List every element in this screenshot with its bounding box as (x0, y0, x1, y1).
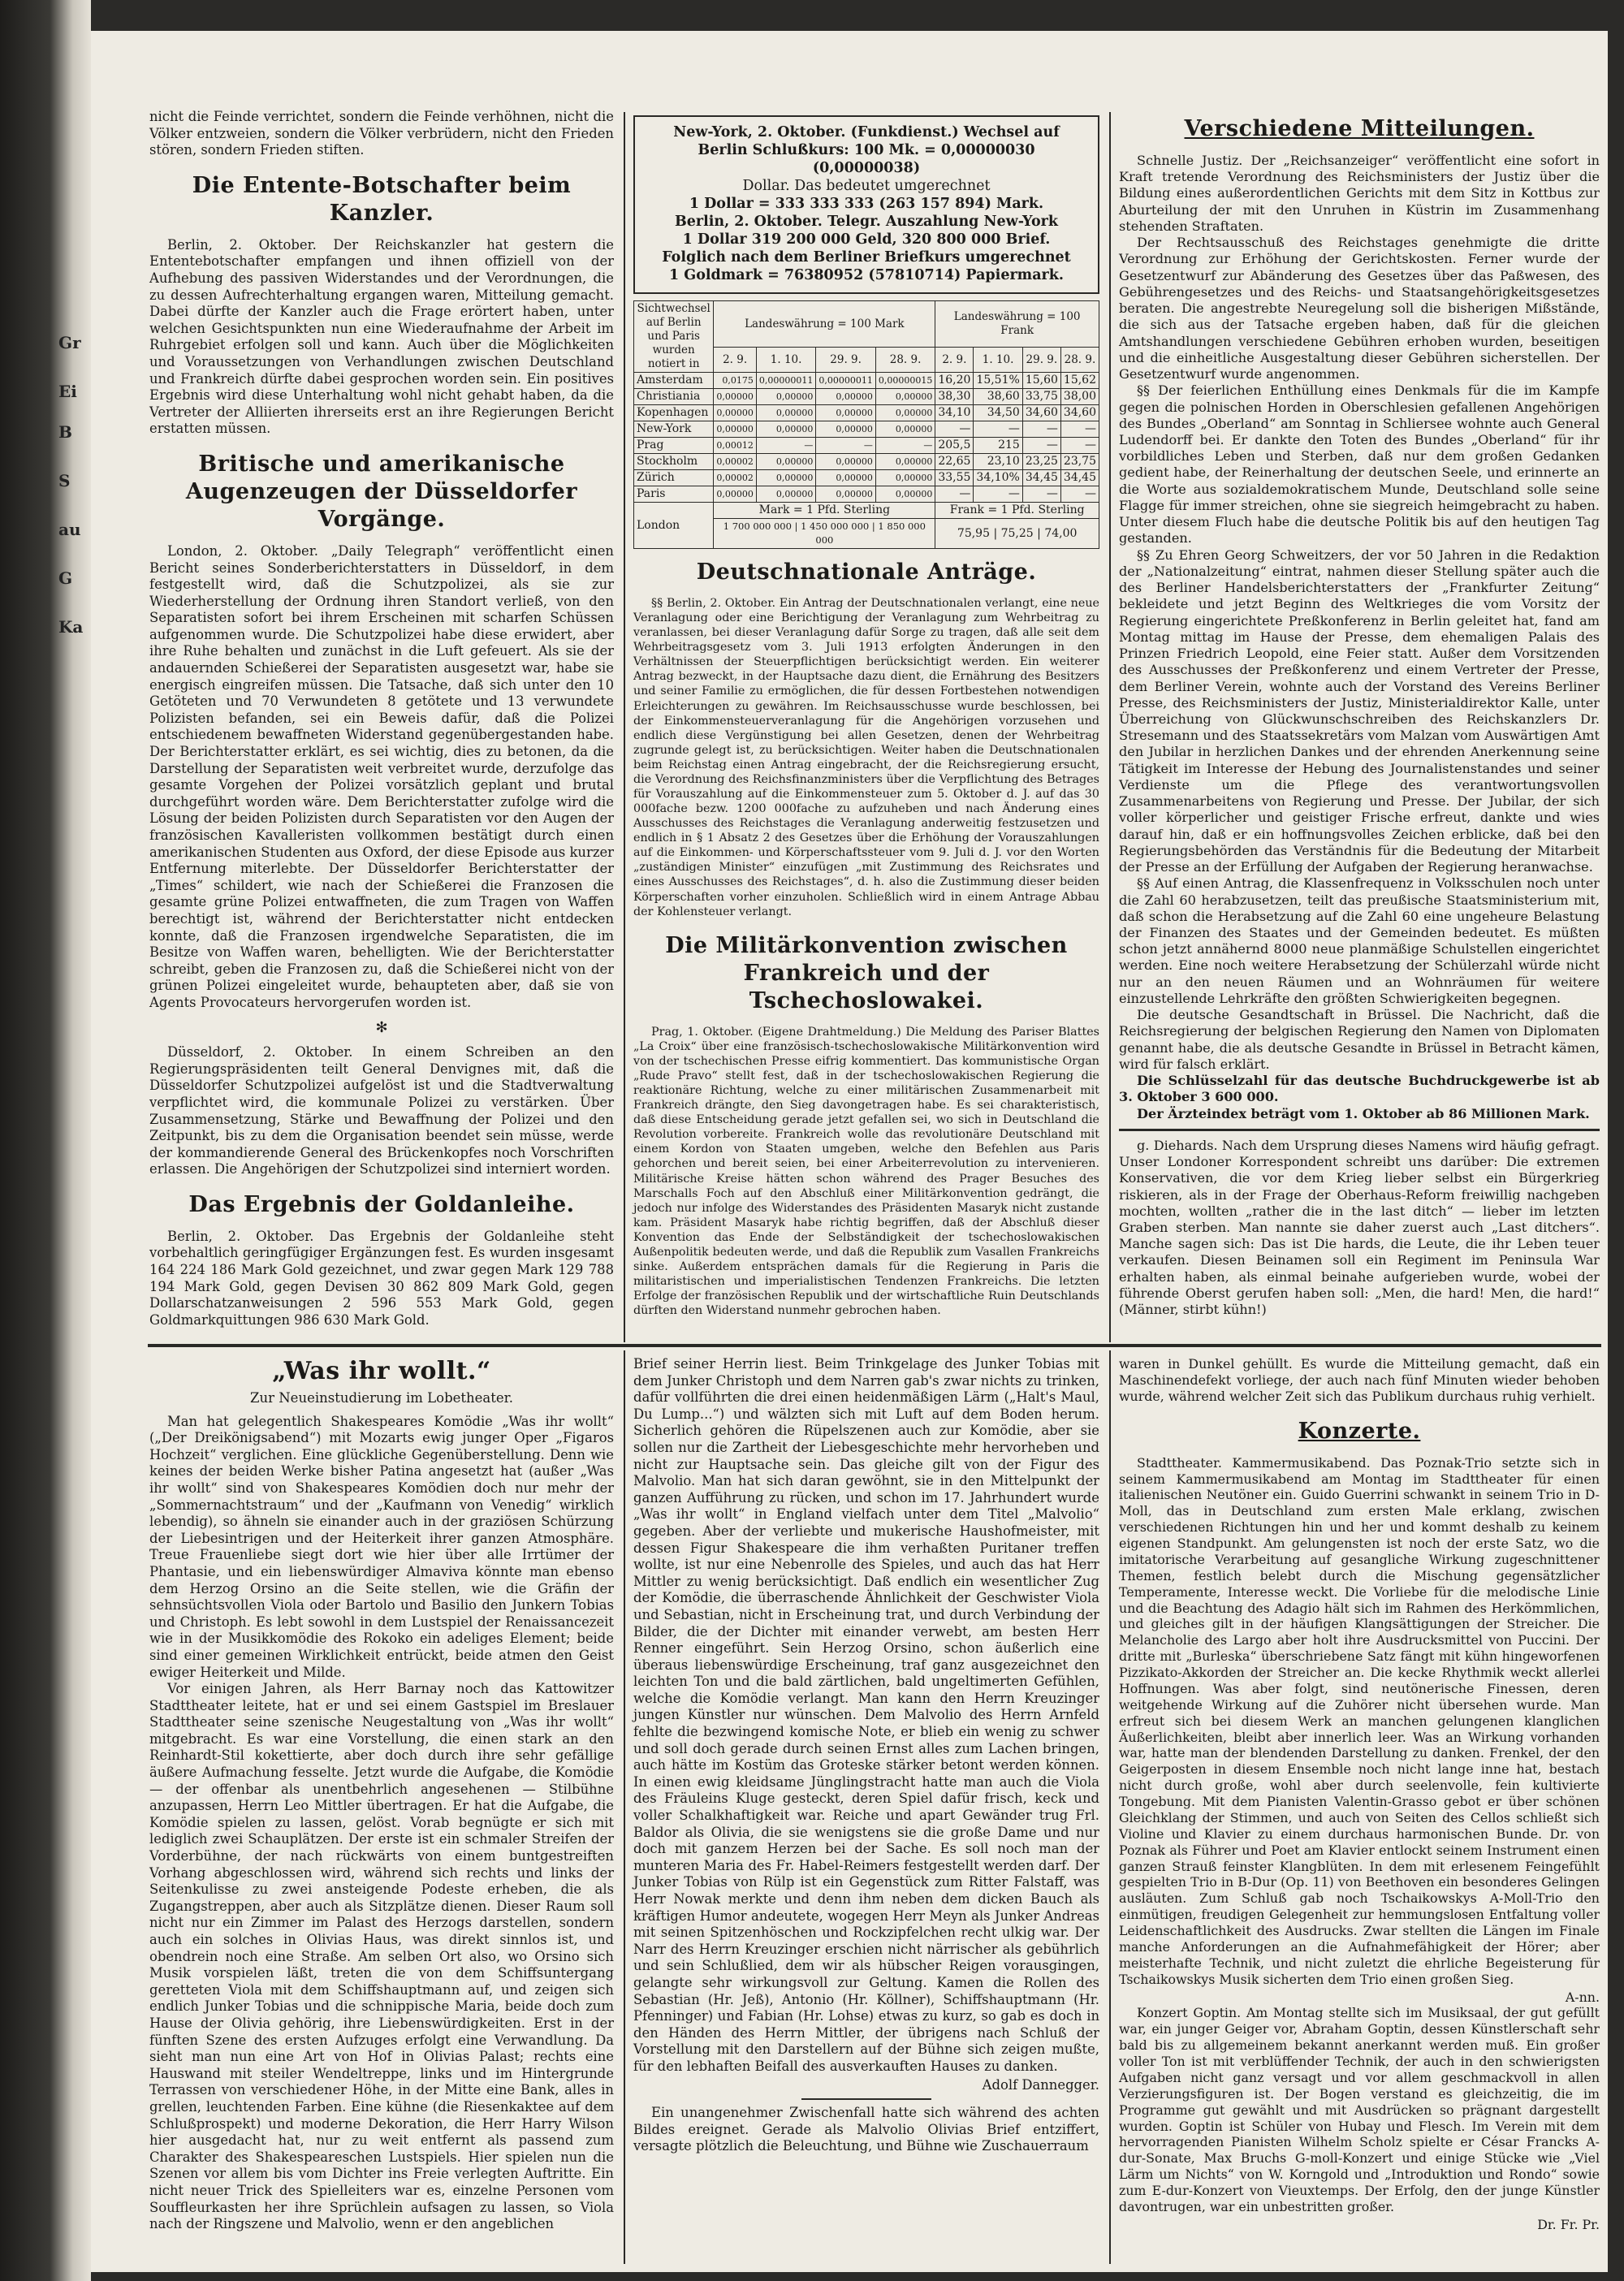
table-cell-place: Zürich (634, 470, 714, 486)
table-cell: 34,45 (1060, 470, 1099, 486)
table-cell: 23,75 (1060, 454, 1099, 470)
table-date-cell: 1. 10. (974, 348, 1022, 373)
table-cell-place: Kopenhagen (634, 405, 714, 421)
table-cell: 0,00000 (875, 421, 935, 438)
notice-denkmal: §§ Der feierlichen Enthüllung eines Denkmals für die im Kampfe gegen die polnischen Horden in Oberschlesien gefallenen Angehörigen des Bundes „Oberland“ am Sonntag in Schliersee wohnte auch General Ludendorff bei. Er dankte den Toten des Bundes „Oberland“ für ihr vorbildliches Leben und Sterben, daß nur dem großen Gedanken gedient habe, der Reinerhaltung der deutschen Seele, und erinnerte an die Worte aus sozialdemokratischem Munde, Deutschland solle seine Flagge für immer streichen, ohne sie siegreich heimgebracht zu haben. Unter diesem Fluch habe die deutsche Politik bis auf den heutigen Tag gestanden. (1119, 382, 1600, 546)
table-cell: 0,00000 (714, 405, 757, 421)
table-cell: 0,00000 (816, 454, 875, 470)
spine-fragment: G (58, 568, 73, 588)
table-cell: 16,20 (935, 373, 974, 389)
table-date-cell: 29. 9. (1022, 348, 1060, 373)
table-cell: 0,00000 (756, 470, 815, 486)
table-cell: — (974, 421, 1022, 438)
headline-goldanleihe: Das Ergebnis der Goldanleihe. (188, 1191, 575, 1217)
concert-review: Stadttheater. Kammermusikabend. Das Poznak-Trio setzte sich in seinem Kammermusikabend am Montag im Stadttheater für einen italienischen Neutöner ein. Guido Guerrini schwankt in seinem Trio in D-Moll, das in Deutschland zum ersten Male erklang, zwischen verschiedenen Richtungen hin und her und kommt deshalb zu keinem eigenen Standpunkt. Am gelungensten ist noch der erste Satz, wo die imitatorische Verarbeitung auf gesangliche Wirkung zugeschnittener Themen, festlich belebt durch die Mischung gegensätzlicher Temperamente, Interesse weckt. Die Vorliebe für die melodische Linie und die Beachtung des Adagio hält sich im Rahmen des Herkömmlichen, und gleiches gilt in der häufigen Klangsättigungen der Streicher. Die Melancholie des Largo aber holt ihre Ausdrucksmittel von Puccini. Der dritte mit „Burleska“ überschriebene Satz fängt mit kühn hingeworfenen Pizzikato-Akkorden der Streicher an. Die kecke Rhythmik weckt allerlei Hoffnungen. Was aber folgt, sind neutönerische Finessen, deren weitgehende Wirkung auf die Zuhörer nicht übersehen wurde. Man erfreut sich bei diesem Werk an manchen gelungenen klanglichen Äußerlichkeiten, bleibt aber innerlich leer. Was an Wirkung vorhanden war, hatte man der blendenden Darstellung zu danken. Frenkel, der den Geigerposten in diesem Ensemble noch nicht lange inne hat, bestach nicht durch große, wohl aber durch seelenvolle, fein kultivierte Tongebung. Mit dem Pianisten Valentin-Grasso gebot er über schönen Gleichklang der Stimmen, und auch von Seiten des Cellos schließt sich Violine und Klavier zu einem durchaus harmonischen Bunde. Dr. von Poznak als Führer und Poet am Klavier entlockt seinem Instrument einen ganzen Strauß feinster Klangblüten. In dem mit erlesenem Feingefühlt gespielten Trio in B-Dur (Op. 11) von Beethoven ein besonderes Gelingen ausläuten. Zum Schluß gab noch Tschaikowskys A-Moll-Trio den einmütigen, freudigen Gelegenheit zur hemmungslosen Entfaltung voller Leidenschaftlichkeit des Ausdrucks. Zwar stellten die Längen im Finale manche Anforderungen an die Aufnahmefähigkeit der Hörer; aber meisterhafte Technik, und nicht zuletzt die ehrliche Begeisterung für Tschaikowskys Musik sicherten dem Trio einen großen Sieg. (1119, 1454, 1600, 1987)
table-header-frank: Landeswährung = 100 Frank (935, 301, 1099, 348)
exchange-rate-box (633, 115, 1099, 294)
table-cell-place: Stockholm (634, 454, 714, 470)
notice-schluesselzahl: Die Schlüsselzahl für das deutsche Buchdruckgewerbe ist ab 3. Oktober 3 600 000. (1119, 1073, 1600, 1105)
table-cell: 0,00000 (756, 486, 815, 503)
table-cell: 0,00000 (714, 486, 757, 503)
article-entente-text: Berlin, 2. Oktober. Der Reichskanzler hat gestern die Ententebotschafter empfangen und ihnen offiziell von der Aufhebung des passiven Widerstandes und der Verordnungen, die zu dessen Aufrechterhaltung ergangen waren, Mitteilung gemacht. Dabei dürfte der Kanzler auch die Frage erörtert haben, unter welchen Gesichtspunkten nun eine Wiederaufnahme der Arbeit im Ruhrgebiet erfolgen soll und kann. Auch über die Möglichkeiten und Voraussetzungen von Verhandlungen zwischen Deutschland und Frankreich dürfte dabei gesprochen worden sein. Ein positives Ergebnis wird diese Unterhaltung wohl nicht gehabt haben, da die Vertreter der Alliierten ihrerseits erst an ihre Regierungen Bericht erstatten müssen. (149, 236, 614, 437)
table-date-cell: 28. 9. (1060, 348, 1099, 373)
review-continuation: waren in Dunkel gehüllt. Es wurde die Mitteilung gemacht, daß ein Maschinendefekt vorliege, der auch nach fünf Minuten wieder behoben wurde, während welcher Zeit sich das Publikum durchaus ruhig verhielt. (1119, 1356, 1600, 1404)
table-cell: 34,10% (974, 470, 1022, 486)
table-cell: 0,00000 (816, 470, 875, 486)
exchange-line: 1 Goldmark = 76380952 (57810714) Papiermark. (669, 267, 1064, 283)
review-signature: Adolf Dannegger. (982, 2076, 1099, 2093)
spine-fragment: Gr (58, 333, 81, 352)
table-cell: 0,0175 (714, 373, 757, 389)
exchange-line: Folglich nach dem Berliner Briefkurs umgerechnet (662, 249, 1071, 266)
exchange-line: Berlin, 2. Oktober. Telegr. Auszahlung New-York (674, 214, 1059, 230)
table-cell: 15,60 (1022, 373, 1060, 389)
table-cell: 215 (974, 438, 1022, 454)
article-duesseldorf-text: Düsseldorf, 2. Oktober. In einem Schreiben an den Regierungspräsidenten teilt General Denvignes mit, daß die Düsseldorfer Schutzpolizei aufgelöst ist und die Stadtverwaltung verpflichtet wird, die kommunale Polizei zu verstärken. Über Zusammensetzung, Stärke und Bewaffnung der Polizei und den Zeitpunkt, bis zu dem die Organisation beendet sein müsse, werde der kommandierende General des Brückenkopfes noch Vorschriften erlassen. Die Angehörigen der Schutzpolizei sind interniert worden. (149, 1044, 614, 1177)
table-cell-place: Prag (634, 438, 714, 454)
table-row (634, 470, 1099, 486)
table-cell: 0,00000 (875, 405, 935, 421)
review-paragraph: Vor einigen Jahren, als Herr Barnay noch das Kattowitzer Stadttheater leitete, hat er und sei einem Gastspiel im Breslauer Stadttheater seine szenische Neugestaltung von „Was ihr wollt“ mitgebracht. Es war eine Vorstellung, die einen stark an den Reinhardt-Stil kokettierte, aber doch durch ihre sehr gefällige äußere Aufmachung fesselte. Jetzt wurde die Aufgabe, die Komödie — der offenbar als unentbehrlich angesehenen — Stilbühne anzupassen, Herrn Leo Mittler übertragen. Er hat die Aufgabe, die Komödie spielen zu lassen, gelöst. Vorab begnügte er sich mit lediglich zwei Schauplätzen. Der erste ist ein schmaler Streifen der Vorderbühne, der nach rückwärts von einem buntgestreiften Vorhang abgeschlossen wird, während sich rechts und links der Seitenkulisse zu zwei ansteigende Podeste erheben, die als Zugangstreppen, aber auch als Sitzplätze dienen. Dieser Raum soll nicht nur ein Zimmer im Palast des Herzogs darstellen, sondern auch ein solches in Olivias Haus, was direkt sinnlos ist, und obendrein noch eine Straße. Am selben Ort also, wo Orsino sich Musik vorspielen läßt, treten die von dem Schiffsuntergang geretteten Viola mit dem Schiffshauptmann auf, und zeigen sich endlich Junker Tobias und die schnippische Maria, beide doch zum Hause der Olivia gehörig, ihre Liebenswürdigkeiten. Erst in der fünften Szene des ersten Aufzuges erfolgt eine Verwandlung. Da sieht man nun eine Art von Hof in Olivias Palast; rechts eine Hauswand mit steiler Wendeltreppe, links und im Hintergrunde Terrassen von verschiedener Höhe, in der Mitte eine Bank, alles in grellen, leuchtenden Farben. Eine kühne (die Riesenkaktee auf dem Schlußprospekt) und moderne Dekoration, die Herr Harry Wilson hier ausgedacht hat, nur zu weit entfernt als passend zum Charakter des Shakespeareschen Lustspiels. Hier spielen nun die Szenen vor allem bis vom Dichter ins Freie verlegten Auftritte. Ein nicht neuer Trick des Spielleiters war es, einzelne Personen vom Souffleurkasten her ihre Sprüchlein aufsagen zu lassen, so Viola nach der Ringszene und Malvolio, wenn er den angeblichen (149, 1681, 614, 2232)
feuilleton-column-2 (633, 1356, 1099, 2155)
table-cell: 0,00000 (875, 454, 935, 470)
headline-was-ihr-wollt: „Was ihr wollt.“ (272, 1357, 491, 1385)
review-paragraph: Brief seiner Herrin liest. Beim Trinkgelage des Junker Tobias mit dem Junker Christoph und dem Narren gab's zwar nichts zu trinken, dafür vollführten die drei einen heidenmäßigen Lärm („Halt's Maul, Du Lump...“) und wälzten sich mit Luft auf dem Boden herum. Sicherlich gehören die Rüpelszenen auch zur Komödie, aber sie sollen nur die Zartheit der Liebesgeschichte mehr hervorheben und nicht zur Hauptsache sein. Das gleiche gilt von der Figur des Malvolio. Man hat sich daran gewöhnt, sie in den Mittelpunkt der ganzen Aufführung zu rücken, und schon im 17. Jahrhundert wurde „Was ihr wollt“ in England vielfach unter dem Titel „Malvolio“ gegeben. Aber der verliebte und mukerische Haushofmeister, mit dessen Figur Shakespeare die ihm verhaßten Puritaner treffen wollte, ist nur eine Nebenrolle des Spieles, und auch das hat Herr Mittler zu wenig berücksichtigt. Daß endlich ein wesentlicher Zug der Komödie, die überraschende Ähnlichkeit der Geschwister Viola und Sebastian, nicht in Erscheinung trat, und durch Verbindung der Bilder, die der Dichter mit einander verwebt, am besten Herr Renner eingeführt. Sein Herzog Orsino, schon äußerlich eine überaus liebenswürdige Erscheinung, traf ganz ausgezeichnet den leichten Ton und die bald zärtlichen, bald ungeltimerten Gefühlen, welche die Komödie verlangt. Man kann den Herrn Kreuzinger jungen Künstler nur wünschen. Dem Malvolio des Herrn Arnfeld fehlte die bezwingend komische Note, er blieb ein wenig zu schwer und soll doch gerade durch seinen Ernst alles zum Lachen bringen, auch hätte im Kostüm das Groteske stärker betont werden können. In einen ewig kleidsame Jünglingstracht hatte man auch die Viola des Fräuleins Kluge gesteckt, deren Spiel dafür frisch, keck und voller Schalkhaftigkeit war. Reiche und apart Gewänder trug Frl. Baldor als Olivia, die sie wenigstens sie die große Dame und nur doch mit ganzem Herzen bei der Sache. Es soll noch man der munteren Maria des Fr. Habel-Reimers festgestellt werden darf. Der Junker Tobias von Rülp ist ein Gegenstück zum Ritter Falstaff, was Herr Nowak merkte und denn ihm neben dem dicken Bauch als kräftigen Humor andeutete, wogegen Herr Meyn als Junker Andreas mit seinen Spitzenhöschen und Rockzipfelchen recht ulkig war. Der Narr des Herrn Kreuzinger erschien nicht närrischer als gebührlich und sein Schlußlied, dem wir als hübscher Reigen vorausgingen, gelangte sehr wirkungsvoll zur Geltung. Kamen die Rollen des Sebastian (Hr. Jeß), Antonio (Hr. Köllner), Schiffshauptmann (Hr. Pfenninger) und Fabian (Hr. Lohse) etwas zu kurz, so gab es doch in den Händen des Herrn Mittler, der übrigens nach Schluß der Vorstellung mit den Darstellern auf der Bühne sich zeigen mußte, für den lebhaften Beifall des ausverkauften Hauses zu danken. (633, 1356, 1099, 2074)
table-cell: — (935, 486, 974, 503)
table-cell: — (1022, 486, 1060, 503)
feuilleton-column-3 (1119, 1356, 1600, 2233)
column-rule (624, 1350, 625, 2264)
table-cell: 34,60 (1022, 405, 1060, 421)
notice-aerzteindex: Der Ärzteindex beträgt vom 1. Oktober ab 86 Millionen Mark. (1137, 1105, 1590, 1121)
table-cell: 0,00002 (714, 470, 757, 486)
table-cell: 34,50 (974, 405, 1022, 421)
london-frank-values: 75,95 | 75,25 | 74,00 (935, 519, 1099, 549)
article-augenzeugen-text: London, 2. Oktober. „Daily Telegraph“ veröffentlicht einen Bericht seines Sonderberichterstatters in Düsseldorf, in dem festgestellt wird, daß die Schutzpolizei, als sie zur Wiederherstellung der Ordnung ihren Standort verließ, von den Separatisten sofort bei ihrem Erscheinen mit scharfen Schüssen aufgenommen wurde. Die Schutzpolizei habe diese erwidert, aber ihre Ruhe behalten und zunächst in die Luft gefeuert. Als sie der andauernden Schießerei der Separatisten ausgesetzt war, habe sie energisch eingreifen müssen. Die Tatsache, daß sich unter den 10 Getöteten und 70 Verwundeten 8 getötete und 13 verwundete Polizisten befanden, sei ein Beweis dafür, daß die Polizei entschiedenem bewaffneten Widerstand gegenübergestanden habe. Der Berichterstatter erklärt, es sei wichtig, dies zu betonen, da die Darstellung der Separatisten weit verbreitet wurde, derzufolge das gesamte Vorgehen der Polizei vorsätzlich geplant und brutal durchgeführt worden wäre. Dem Berichterstatter zufolge wird die Lösung der beiden Polizisten durch Separatisten vor den Augen der französischen Kavalleristen vollkommen bestätigt durch einen amerikanischen Studenten aus Oxford, der diese Episode aus kurzer Entfernung miterlebte. Der Düsseldorfer Berichterstatter der „Times“ schildert, wie nach der Schießerei die Franzosen die gesamte grüne Polizei entwaffneten, die zum Tragen von Waffen berechtigt ist, während der Berichterstatter nicht entdecken konnte, daß die Franzosen irgendwelche Separatisten, die im Besitze von Waffen waren, behelligten. Wie der Berichterstatter schreibt, geben die Franzosen zu, daß die Schießerei nicht von der grünen Polizei eingeleitet wurde, behaupteten aber, daß sie von Agents Provocateurs hervorgerufen worden ist. (149, 542, 614, 1010)
table-cell: 0,00000 (714, 421, 757, 438)
table-cell: — (1022, 421, 1060, 438)
exchange-line: Dollar. Das bedeutet umgerechnet (742, 178, 991, 194)
table-cell: 0,00002 (714, 454, 757, 470)
table-cell: — (974, 486, 1022, 503)
exchange-line: 1 Dollar = 333 333 333 (263 157 894) Mark. (689, 196, 1044, 212)
table-cell: — (875, 438, 935, 454)
notice-volksschulen: §§ Auf einen Antrag, die Klassenfrequenz in Volksschulen noch unter die Zahl 60 herabzusetzen, teilt das preußische Staatsministerium mit, daß schon die Herabsetzung auf die Zahl 60 eine ungeheure Belastung der Finanzen des Staates und der Gemeinden bedeutet. Es müßten schon jetzt annähernd 8000 neue planmäßige Schulstellen eingerichtet werden. Eine noch weitere Herabsetzung der Schülerzahl würde nicht nur an den neuen Räumen und an Wohnräumen für weitere einzustellende Lehrkräfte den größten Schwierigkeiten begegnen. (1119, 875, 1600, 1006)
newspaper-page (91, 31, 1608, 2272)
column-rule (1109, 1350, 1111, 2264)
london-mark-values: 1 700 000 000 | 1 450 000 000 | 1 850 000 000 (714, 519, 935, 549)
london-mark-head: Mark = 1 Pfd. Sterling (714, 503, 935, 519)
exchange-line: 1 Dollar 319 200 000 Geld, 320 800 000 Brief. (682, 231, 1051, 248)
column-2 (633, 115, 1099, 1318)
table-cell: 0,00000 (875, 486, 935, 503)
table-cell: 0,00000 (816, 389, 875, 405)
table-cell: 33,55 (935, 470, 974, 486)
table-cell: 34,60 (1060, 405, 1099, 421)
review-paragraph: Ein unangenehmer Zwischenfall hatte sich während des achten Bildes ereignet. Gerade als Malvolio Olivias Brief entziffert, versagte plötzlich die Beleuchtung, und Bühne wie Zuschauerraum (633, 2105, 1099, 2154)
notice-rule (1119, 1129, 1600, 1131)
table-cell: — (1060, 421, 1099, 438)
table-cell: — (1060, 438, 1099, 454)
subheadline-lobetheater: Zur Neueinstudierung im Lobetheater. (250, 1390, 513, 1406)
table-date-cell: 2. 9. (935, 348, 974, 373)
table-row (634, 438, 1099, 454)
table-cell: 0,00000 (756, 421, 815, 438)
table-cell-place: Christiania (634, 389, 714, 405)
table-cell: 38,30 (935, 389, 974, 405)
table-cell: 33,75 (1022, 389, 1060, 405)
table-cell: 0,00000015 (875, 373, 935, 389)
table-date-cell: 29. 9. (816, 348, 875, 373)
london-frank-head: Frank = 1 Pfd. Sterling (935, 503, 1099, 519)
exchange-line: Berlin Schlußkurs: 100 Mk. = 0,00000030 (0,00000038) (698, 142, 1035, 176)
table-cell: — (816, 438, 875, 454)
table-cell: — (935, 421, 974, 438)
review-paragraph: Man hat gelegentlich Shakespeares Komödie „Was ihr wollt“ („Der Dreikönigsabend“) mit Mozarts ewig junger Oper „Figaros Hochzeit“ verglichen. Eine glückliche Gegenüberstellung. Denn wie keines der beiden Werke bisher Patina angesetzt hat (außer „Was ihr wollt“ sind von Shakespeares Komödien doch nur mehr der „Sommernachtstraum“ und der „Kaufmann von Venedig“ wirklich lebendig), so ähneln sie einander auch in der graziösen Schürzung der Liebesintrigen und der Heiterkeit ihrer ganzen Atmosphäre. Treue Frauenliebe siegt dort wie hier über alle Irrtümer der Phantasie, und ein liebenswürdiger Almaviva könnte man ebenso dem Herzog Orsino an die Seite stellen, wie die Gräfin der sehnsüchtsvollen Viola oder Bartolo und Basilio den Junkern Tobias und Christoph. Es lebt sowohl in dem Lustspiel der Renaissancezeit wie in der Musikkomödie des Rokoko ein adeliges Element; beide sind einer gemeinen Wirklichkeit entrückt, beide atmen den Geist ewiger Heiterkeit und Milde. (149, 1413, 614, 1680)
table-cell: — (756, 438, 815, 454)
headline-entente: Die Entente-Botschafter beim Kanzler. (192, 172, 572, 226)
notice-justiz: Schnelle Justiz. Der „Reichsanzeiger“ veröffentlicht eine sofort in Kraft tretende Verordnung des Reichsministers der Justiz über die Bildung eines außerordentlichen Gerichts mit dem Sitz in Kottbus zur Aburteilung der mit den Unruhen in Küstrin im Zusammenhang stehenden Straftaten. (1119, 153, 1600, 234)
headline-mitteilungen: Verschiedene Mitteilungen. (1184, 116, 1535, 141)
table-cell: 34,10 (935, 405, 974, 421)
london-label: London (634, 503, 714, 549)
table-cell: 0,00012 (714, 438, 757, 454)
table-row (634, 373, 1099, 389)
exchange-line: New-York, 2. Oktober. (Funkdienst.) Wechsel auf (673, 124, 1060, 140)
table-cell: 34,45 (1022, 470, 1060, 486)
book-spine-margin (0, 0, 91, 2281)
column-rule (1109, 112, 1111, 1342)
intro-paragraph: nicht die Feinde verrichtet, sondern die Feinde verhöhnen, nicht die Völker entzweien, sondern die Völker verbrüdern, nicht den Frieden stören, sondern Frieden stiften. (149, 109, 614, 158)
table-header-mark: Landeswährung = 100 Mark (714, 301, 935, 348)
table-cell: 38,00 (1060, 389, 1099, 405)
table-cell: 0,00000011 (756, 373, 815, 389)
spine-fragment: B (58, 422, 72, 442)
article-militaerkonvention-text: Prag, 1. Oktober. (Eigene Drahtmeldung.) Die Meldung des Pariser Blattes „La Croix“ über eine französisch-tschechoslowakische Militärkonvention wird von der tschechischen Presse eifrig kommentiert. Das kommunistische Organ „Rude Pravo“ stellt fest, daß in der tschechoslowakischen Regierung die reaktionäre Richtung, welche zu einer militärischen Zusammenarbeit mit Frankreich drängte, den Sieg davongetragen habe. Es sei charakteristisch, daß diese Entscheidung gerade jetzt gefallen sei, wo sich in Deutschland die Revolution vorbereite. Frankreich wolle das revolutionäre Deutschland mit einem Kordon von Staaten umgeben, welche den Befehlen aus Paris gehorchen und bereit seien, bei einer Arbeiterrevolution zu intervenieren. Militärische Kreise hätten schon während des Prager Besuches des Marschalls Foch auf den Abschluß einer Militärkonvention gedrängt, die jedoch nur infolge des Widerstandes des Präsidenten Masaryk nicht zustande kam. Präsident Masaryk habe richtig begriffen, daß der Abschluß dieser Konvention das Ende der Selbständigkeit der tschechoslowakischen Außenpolitik bedeuten werde, und daß die Republik zum Vasallen Frankreichs sinke. Außerdem entsprächen damals für die Regierung in Paris die militaristischen und imperialistischen Tendenzen Frankreichs. Die letzten Erfolge der französischen Republik und der wirtschaftliche Ruin Deutschlands dürften den Widerstand nunmehr gebrochen haben. (633, 1025, 1099, 1318)
concert-signature: A-nn. (1565, 1989, 1600, 2005)
table-cell: 15,51% (974, 373, 1022, 389)
notice-schweitzer: §§ Zu Ehren Georg Schweitzers, der vor 50 Jahren in die Redaktion der „Nationalzeitung“ eintrat, nahmen dieser Stellung später auch die des Berliner Handelsberichterstatters der „Frankfurter Zeitung“ bekleidete und jetzt Beginn des Weltkrieges die vom Vorsitz der Regierung eingerichtete Preßkonferenz in Berlin geleitet hat, fand am Montag mittag im Hause der Presse, dem ehemaligen Palais des Prinzen Friedrich Leopold, eine Feier statt. Außer dem Vorsitzenden des Ausschusses der Preßkonferenz und einem Vertreter der Presse, dem Berliner Verein, wohnte auch der Vorstand des Vereins Berliner Presse, des Reichsministers der Justiz, Ministerialdirektor Kalle, unter Überreichung von Glückwunschschreiben des Reichskanzlers Dr. Stresemann und des Staatssekretärs vom Malzan vom Auswärtigen Amt den Jubilar in herzlichen Dankes und der ehrenden Anerkennung seine Tätigkeit im Interesse der Hebung des Journalistenstandes und seiner Verdienste um die Pflege des verantwortungsvollen Zusammenarbeitens von Regierung und Presse. Der Jubilar, der sich voller körperlicher und geistiger Frische erfreut, dankte und wies darauf hin, daß er ein hoffnungsvolles Zeichen erblicke, daß bei den Regierungsbehörden das Verständnis für die Bedeutung der Mitarbeit der Presse an der Erfüllung der Aufgaben der Regierung heranwachse. (1119, 546, 1600, 875)
spine-fragment: Ka (58, 617, 84, 637)
column-rule (624, 112, 625, 1342)
concert-review: Konzert Goptin. Am Montag stellte sich im Musiksaal, der gut gefüllt war, ein junger Geiger vor, Abraham Goptin, dessen Künstlerschaft sehr bald bis zu allgemeinem bekannt anerkannt werden muß. Ein großer voller Ton ist mit verblüffender Technik, der auch in den schwierigsten Aufgaben nicht ganz versagt und vor allem geschmackvoll in allen Verzierungsfiguren ist. Der Bogen verstand es gleichzeitig, die im Programme gut gewählt und mit Ausdrücken so prägnant dargestellt wurden. Goptin ist Schüler von Hubay und Flesch. Im Verein mit dem hervorragenden Pianisten Wilhelm Scholz spielte er César Francks A-dur-Sonate, Max Bruchs G-moll-Konzert und einige Stücke wie „Viel Lärm um Nichts“ von W. Korngold und „Introduktion und Rondo“ sowie zum E-dur-Konzert von Vieuxtemps. Der Erfolg, den der junge Künstler davontrugen, war ein unbestritten großer. (1119, 2005, 1600, 2214)
table-date-cell: 28. 9. (875, 348, 935, 373)
table-cell: — (1022, 438, 1060, 454)
notice-rechtsausschuss: Der Rechtsausschuß des Reichstages genehmigte die dritte Verordnung zur Erhöhung der Gerichtskosten. Ferner wurde der Gesetzentwurf zur Abänderung des Gesetzes über das Paßwesen, des Gebührengesetzes und des Reichs- und Staatsangehörigkeitsgesetzes beraten. Die angestrebte Neuregelung soll die bisherigen Mißstände, die sich aus der Tatsache ergeben haben, daß für die gleichen Amtshandlungen verschiedene Gebühren erhoben wurden, beseitigen und die einheitliche Ausgestaltung dieser Gebühren sicherstellen. Der Gesetzentwurf wurde angenommen. (1119, 235, 1600, 382)
table-cell: 38,60 (974, 389, 1022, 405)
table-cell: 0,00000 (714, 389, 757, 405)
spine-fragment: Ei (58, 382, 77, 401)
exchange-rate-table (633, 300, 1099, 549)
article-deutschnationale-text: §§ Berlin, 2. Oktober. Ein Antrag der Deutschnationalen verlangt, eine neue Veranlagung oder eine Berichtigung der Veranlagung zum Wehrbeitrag zu veranlassen, bei dieser Veranlagung dafür Sorge zu tragen, daß alle seit dem Wehrbeitragsgesetz vom 3. Juli 1913 erfolgten Änderungen in den Verhältnissen der Steuerpflichtigen berücksichtigt werden. Ein weiterer Antrag bezweckt, in der Hauptsache dazu dient, die Ernährung des Besitzers und seiner Familie zu ermöglichen, die für dessen Fortbestehen notwendigen Erleichterungen zu gewähren. Im Reichsausschusse wurde beschlossen, bei der Einkommensteuerveranlagung für die Angehörigen vorzusehen und endlich diese Vergünstigung bei allen Gesetzen, denen der Wehrbeitrag zugrunde gelegt ist, zu berücksichtigen. Weiter haben die Deutschnationalen beim Reichstag einen Antrag eingebracht, der die Reichsregierung ersucht, die Verordnung des Reichsfinanzministers über die Verpflichtung des Betrages für Vorauszahlung auf die Einkommensteuer zum 5. Oktober d. J. auf das 30 000fache bezw. 1200 000fache zu aufzuheben und nach Änderung eines Ausschusses des Reichstages die Veranlagung anderweitig festzusetzen und endlich in § 1 Absatz 2 des Gesetzes über die Erhöhung der Vorauszahlungen auf die Einkommen- und Körperschaftssteuer vom 9. Juli d. J. vor den Worten „zuständigen Minister“ einzufügen „mit Zustimmung des Reichsrates und eines Ausschusses des Reichstages“, d. h. also die Zustimmung dieser beiden Körperschaften vorher einzuholen. Schließlich wird in einem Antrage Abbau der Kohlensteuer verlangt. (633, 597, 1099, 918)
table-cell: 22,65 (935, 454, 974, 470)
notice-gesandtschaft: Die deutsche Gesandtschaft in Brüssel. Die Nachricht, daß die Reichsregierung der belgischen Regierung den Namen von Diplomaten genannt habe, die als deutsche Gesandte in Brüssel in Betracht kämen, wird für falsch erklärt. (1119, 1007, 1600, 1072)
feuilleton-column-1 (149, 1354, 614, 2233)
table-cell: 23,10 (974, 454, 1022, 470)
table-cell: 0,00000 (756, 389, 815, 405)
table-cell: 0,00000 (756, 454, 815, 470)
table-header-left: Sichtwechsel auf Berlin und Paris wurden notiert in (634, 301, 714, 373)
spine-fragment: au (58, 520, 81, 539)
table-cell: 0,00000 (816, 486, 875, 503)
table-row (634, 389, 1099, 405)
separator-star: ✻ (375, 1018, 388, 1036)
table-row (634, 454, 1099, 470)
short-rule (801, 2098, 931, 2100)
table-cell: 205,5 (935, 438, 974, 454)
table-cell-place: New-York (634, 421, 714, 438)
table-row (634, 421, 1099, 438)
feuilleton-rule (148, 1344, 1601, 1347)
headline-militaerkonvention: Die Militärkonvention zwischen Frankreich und der Tschechoslowakei. (665, 932, 1068, 1013)
table-cell: 0,00000 (875, 470, 935, 486)
column-1 (149, 109, 614, 1328)
table-cell: 0,00000 (756, 405, 815, 421)
table-cell: 0,00000 (816, 405, 875, 421)
article-goldanleihe-text: Berlin, 2. Oktober. Das Ergebnis der Goldanleihe steht vorbehaltlich geringfügiger Ergänzungen fest. Es wurden insgesamt 164 224 186 Mark Gold gezeichnet, und zwar gegen Mark 129 788 194 Mark Gold, gegen Devisen 30 862 809 Mark Gold, gegen Dollarschatzanweisungen 2 596 553 Mark Gold, gegen Goldmarkquittungen 986 630 Mark Gold. (149, 1228, 614, 1328)
table-cell: 15,62 (1060, 373, 1099, 389)
table-date-cell: 1. 10. (756, 348, 815, 373)
table-row (634, 405, 1099, 421)
table-cell: 23,25 (1022, 454, 1060, 470)
table-body (634, 373, 1099, 503)
table-cell: — (1060, 486, 1099, 503)
table-cell-place: Amsterdam (634, 373, 714, 389)
table-cell: 0,00000 (816, 421, 875, 438)
table-date-cell: 2. 9. (714, 348, 757, 373)
table-cell: 0,00000 (875, 389, 935, 405)
headline-deutschnationale: Deutschnationale Anträge. (696, 559, 1037, 585)
notice-diehards: g. Diehards. Nach dem Ursprung dieses Namens wird häufig gefragt. Unser Londoner Korrespondent schreibt uns darüber: Die extremen Konservativen, die vor dem Krieg lieber selbst ein Bürgerkrieg riskieren, als in der Frage der Oberhaus-Reform freiwillig nachgeben mochten, wollten „rather die in the last ditch“ — lieber im letzten Graben sterben. Man nannte sie daher zuerst auch „Last ditchers“. Manche sagen sich: Das ist Die hards, die Leute, die ihr Leben teuer verkaufen. Diesen Beinamen soll ein Regiment im Peninsula War erhalten haben, als einmal beinahe aufgerieben wurde, wobei der führende Oberst gerufen haben soll: „Men, die hard! Men, die hard!“ (Männer, stirbt kühn!) (1119, 1137, 1600, 1318)
headline-augenzeugen: Britische und amerikanische Augenzeugen der Düsseldorfer Vorgänge. (185, 451, 578, 532)
concert-signature: Dr. Fr. Pr. (1537, 2216, 1600, 2232)
column-3 (1119, 112, 1600, 1318)
table-cell: 0,00000011 (816, 373, 875, 389)
spine-fragment: S (58, 471, 71, 490)
table-row (634, 486, 1099, 503)
headline-konzerte: Konzerte. (1298, 1418, 1421, 1444)
table-cell-place: Paris (634, 486, 714, 503)
